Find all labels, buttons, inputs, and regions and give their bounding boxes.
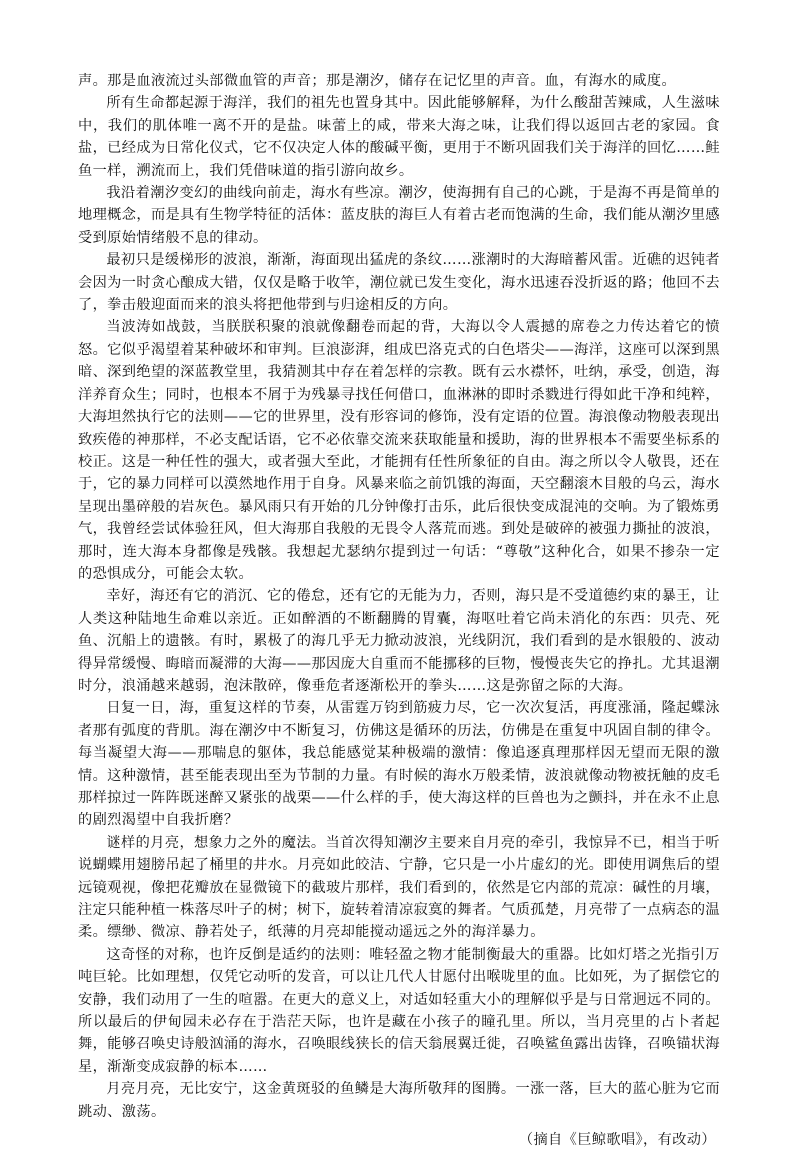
paragraph-6: 幸好，海还有它的消沉、它的倦怠，还有它的无能为力，否则，海只是不受道德约束的暴王，让人类这种陆地生命难以亲近。正如醉酒的不断翻腾的胃囊，海呕吐着它尚未消化的东西：贝壳、死鱼、沉船上的遗骸。有时，累极了的海几乎无力掀动波浪，光线阴沉，我们看到的是水银般的、波动得异常缓慢、晦暗而凝滞的大海——那因庞大自重而不能挪移的巨物，慢慢丧失它的挣扎。尤其退潮时分，浪涌越来越弱，泡沫散碎，像垂危者逐渐松开的拳头……这是弥留之际的大海。 xyxy=(78,588,720,694)
paragraph-10: 月亮月亮，无比安宁，这金黄斑驳的鱼鳞是大海所敬拜的图腾。一涨一落，巨大的蓝心脏为它而跳动、激荡。 xyxy=(78,1081,720,1120)
paragraph-4: 最初只是缓梯形的波浪，渐渐，海面现出猛虎的条纹……涨潮时的大海暗蓄风雷。近礁的迟钝者会因为一时贪心酿成大错，仅仅是略于收竿，潮位就已发生变化，海水迅速吞没折返的路；他回不去了，拳击般迎面而来的浪头将把他带到与归途相反的方向。 xyxy=(78,252,720,314)
paragraph-3: 我沿着潮汐变幻的曲线向前走，海水有些凉。潮汐，使海拥有自己的心跳，于是海不再是简单的地理概念，而是具有生物学特征的活体：蓝皮肤的海巨人有着古老而饱满的生命，我们能从潮汐里感受到原始情绪般不息的律动。 xyxy=(78,185,720,246)
paragraph-8: 谜样的月亮，想象力之外的魔法。当首次得知潮汐主要来自月亮的牵引，我惊异不已，相当于听说蝴蝶用翅膀吊起了桶里的井水。月亮如此皎洁、宁静，它只是一小片虚幻的光。即使用调焦后的望远镜观视，像把花瓣放在显微镜下的截玻片那样，我们看到的，依然是它内部的荒凉：碱性的月壤，注定只能种植一株落尽叶子的树；树下，旋转着清凉寂寞的舞者。气质孤楚，月亮带了一点病态的温柔。缥缈、微凉、静若处子，纸薄的月亮却能搅动遥远之外的海洋暴力。 xyxy=(78,834,720,941)
paragraph-2: 所有生命都起源于海洋，我们的祖先也置身其中。因此能够解释，为什么酸甜苦辣咸，人生滋味中，我们的肌体唯一离不开的是盐。味蕾上的咸，带来大海之味，让我们得以返回古老的家园。食盐，已经成为日常化仪式，它不仅决定人体的酸碱平衡，更用于不断巩固我们关于海洋的回忆……鲑鱼一样，溯流而上，我们凭借味道的指引游向故乡。 xyxy=(78,95,720,179)
source-citation: （摘自《巨鲸歌唱》，有改动） xyxy=(518,1132,716,1149)
paragraph-1: 声。那是血液流过头部微血管的声音；那是潮汐，储存在记忆里的声音。血，有海水的咸度。 xyxy=(78,73,677,89)
paragraph-5: 当波涛如战鼓，当朕朕积聚的浪就像翻卷而起的背，大海以令人震撼的席卷之力传达着它的愤怒。它似乎渴望着某种破坏和审判。巨浪澎湃，组成巴洛克式的白色塔尖——海洋，这座可以深到黑暗、深到绝望的深蓝教堂里，我猜测其中存在着怎样的宗教。既有云水襟怀，吐纳，承受，创造，海洋养育众生；同时，也根本不屑于为残暴寻找任何借口，血淋淋的即时杀戮进行得如此干净和纯粹，大海坦然执行它的法则——它的世界里，没有形容词的修饰，没有定语的位置。海浪像动物般表现出致疾倦的神那样，不必支配话语，它不必依靠交流来获取能量和援助，海的世界根本不需要坐标系的校正。这是一种任性的强大，或者强大至此，才能拥有任性所象征的自由。海之所以令人敬畏，还在于，它的暴力同样可以漠然地作用于自身。风暴来临之前饥饿的海面，天空翻滚木目般的乌云，海水呈现出墨碎般的岩灰色。暴风雨只有开始的几分钟像打击乐，此后很快变成混沌的交响。为了锻炼勇气，我曾经尝试体验狂风，但大海那自我般的无畏令人落荒而逃。到处是破碎的被强力撕扯的波浪，那时，连大海本身都像是残骸。我想起尤瑟纳尔提到过一句话：“尊敬”这种化合，如果不掺杂一定的恐惧成分，可能会太软。 xyxy=(78,319,720,582)
paragraph-7: 日复一日，海，重复这样的节奏，从雷霆万钧到筋疲力尽，它一次次复活，再度涨涌，隆起蝶泳者那有弧度的背肌。海在潮汐中不断复习，仿佛这是循环的历法，仿佛是在重复中巩固自制的律令。每当凝望大海——那喘息的躯体，我总能感觉某种极端的激情：像追逐真理那样因无望而无限的激情。这种激情，甚至能表现出至为节制的力量。有时候的海水万般柔情，波浪就像动物被抚触的皮毛那样掠过一阵阵既迷醉又紧张的战栗——什么样的手，使大海这样的巨兽也为之颤抖，并在永不止息的剧烈渴望中自我折磨？ xyxy=(78,700,720,829)
paragraph-9: 这奇怪的对称，也许反倒是适约的法则：唯轻盈之物才能制衡最大的重器。比如灯塔之光指引万吨巨轮。比如理想，仅凭它动听的发音，可以让几代人甘愿付出喉咙里的血。比如死，为了据偿它的安静，我们动用了一生的喧嚣。在更大的意义上，对适如轻重大小的理解似乎是与日常迥远不同的。所以最后的伊甸园未必存在于浩茫天际，也许是藏在小孩子的瞳孔里。所以，当月亮里的占卜者起舞，能够召唤史诗般汹涌的海水，召唤眼线狭长的信天翁展翼迁徙，召唤鲨鱼露出齿锋，召唤锚状海星，渐渐变成寂静的标本…… xyxy=(78,946,720,1075)
article xyxy=(78,70,720,1152)
